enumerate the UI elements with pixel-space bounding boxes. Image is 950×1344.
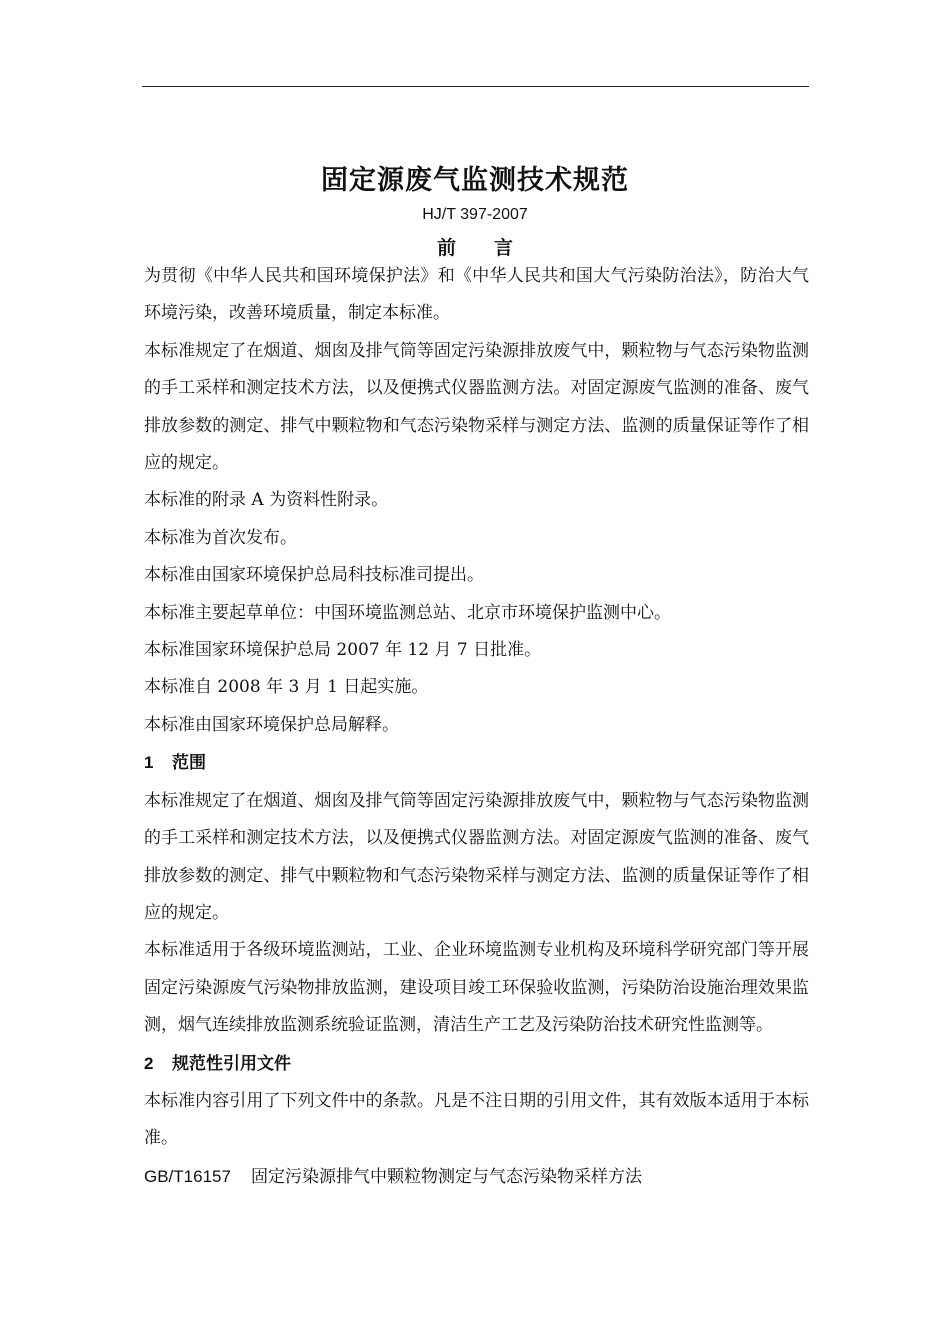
foreword-paragraph: 本标准自 2008 年 3 月 1 日起实施。 (144, 677, 429, 698)
section-1-paragraph: 本标准适用于各级环境监测站，工业、企业环境监测专业机构及环境科学研究部门等开展固定污染源废气污染物排放监测，建设项目竣工环保验收监测，污染防治设施治理效果监测，烟气连续排放监测系统验证监测，清洁生产工艺及污染防治技术研究性监测等。 (144, 940, 809, 1036)
standard-code: HJ/T 397-2007 (422, 206, 528, 223)
foreword-paragraph: 本标准主要起草单位：中国环境监测总站、北京市环境保护监测中心。 (144, 602, 671, 623)
foreword-paragraph: 本标准由国家环境保护总局解释。 (144, 714, 399, 735)
section-title: 规范性引用文件 (172, 1053, 291, 1074)
section-title: 范围 (172, 753, 206, 774)
foreword-paragraph: 本标准国家环境保护总局 2007 年 12 月 7 日批准。 (144, 640, 542, 661)
section-2-heading (144, 1045, 809, 1083)
section-1-heading (144, 744, 809, 782)
section-number: 1 (144, 753, 154, 773)
reference-title: 固定污染源排气中颗粒物测定与气态污染物采样方法 (251, 1166, 642, 1187)
foreword-paragraph: 本标准由国家环境保护总局科技标准司提出。 (144, 565, 484, 586)
reference-entry (144, 1158, 809, 1196)
section-2-paragraph: 本标准内容引用了下列文件中的条款。凡是不注日期的引用文件，其有效版本适用于本标准。 (144, 1090, 809, 1149)
header-rule (142, 86, 809, 87)
foreword-paragraph: 本标准规定了在烟道、烟囱及排气筒等固定污染源排放废气中，颗粒物与气态污染物监测的手工采样和测定技术方法，以及便携式仪器监测方法。对固定源废气监测的准备、废气排放参数的测定、排气中颗粒物和气态污染物采样与测定方法、监测的质量保证等作了相应的规定。 (144, 340, 809, 474)
foreword-heading: 前 言 (436, 237, 513, 259)
section-number: 2 (144, 1053, 154, 1073)
reference-code: GB/T16157 (144, 1166, 231, 1186)
section-1-paragraph: 本标准规定了在烟道、烟囱及排气筒等固定污染源排放废气中，颗粒物与气态污染物监测的手工采样和测定技术方法，以及便携式仪器监测方法。对固定源废气监测的准备、废气排放参数的测定、排气中颗粒物和气态污染物采样与测定方法、监测的质量保证等作了相应的规定。 (144, 790, 809, 923)
document-title: 固定源废气监测技术规范 (321, 165, 629, 196)
foreword-paragraph: 本标准的附录 A 为资料性附录。 (144, 490, 389, 511)
document-body (144, 258, 809, 1196)
foreword-paragraph: 为贯彻《中华人民共和国环境保护法》和《中华人民共和国大气污染防治法》，防治大气环境污染，改善环境质量，制定本标准。 (144, 266, 809, 324)
foreword-paragraph: 本标准为首次发布。 (144, 527, 297, 548)
